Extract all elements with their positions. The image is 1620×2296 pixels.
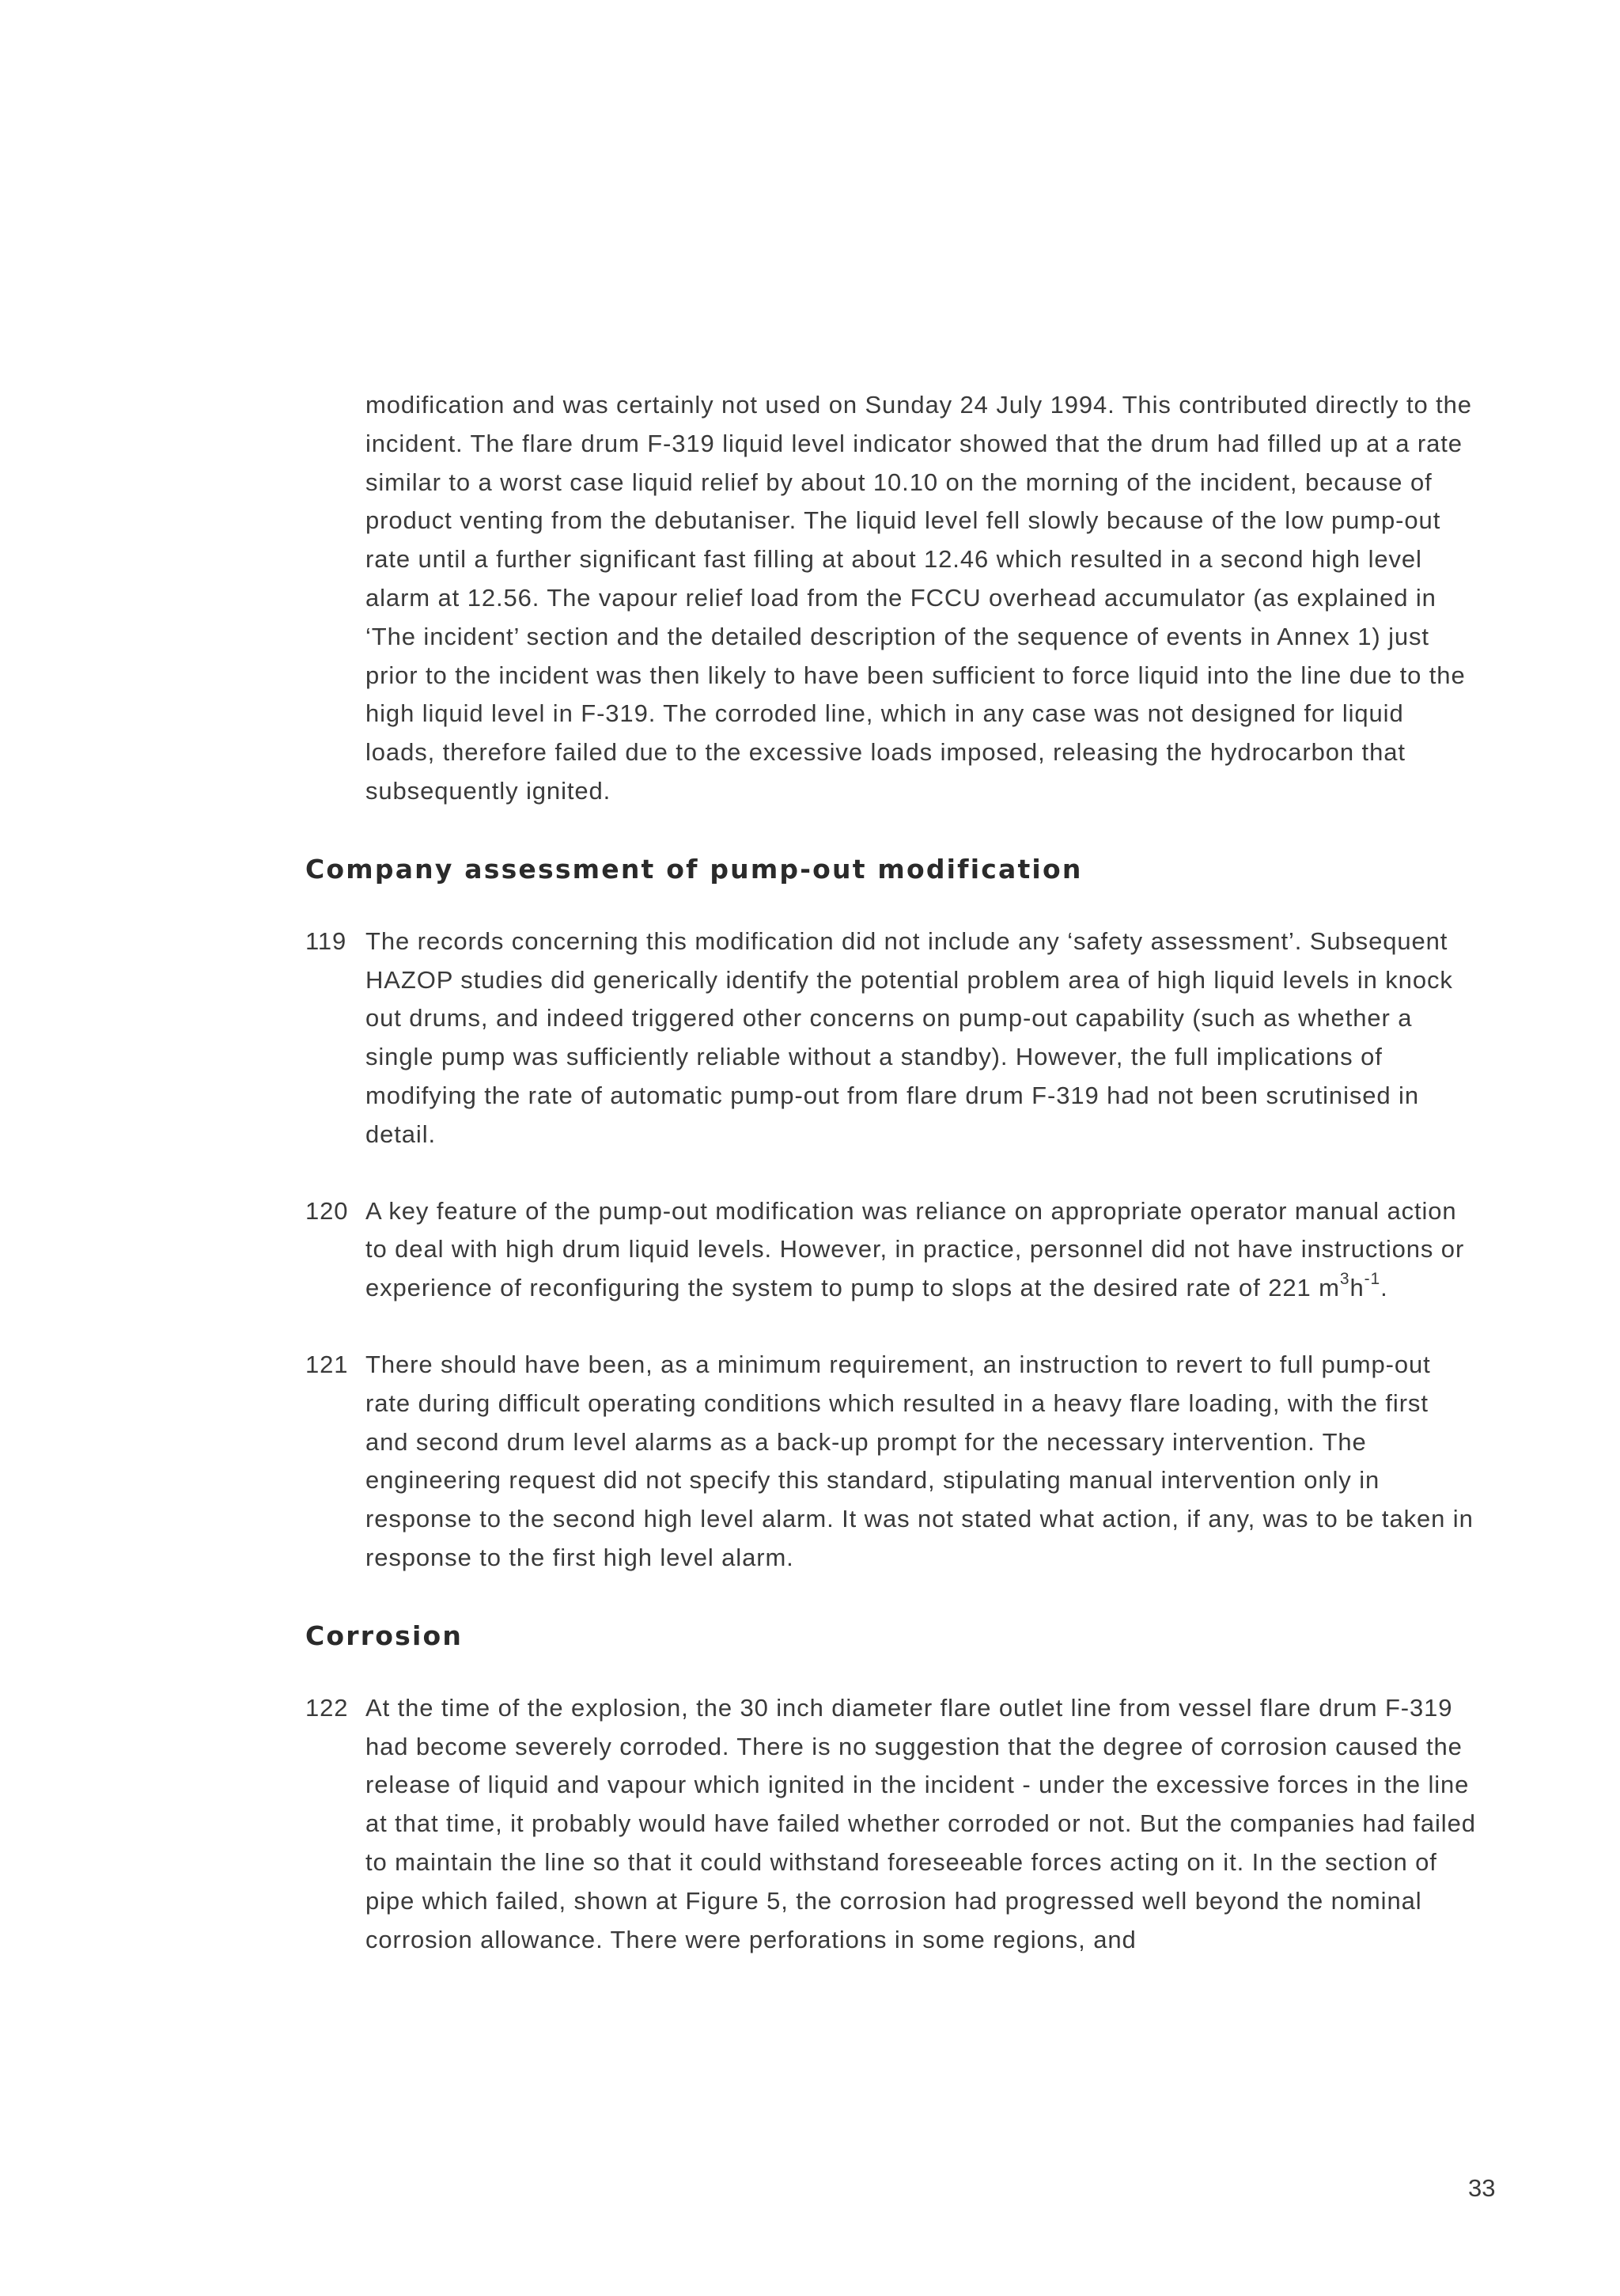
paragraph-121 bbox=[305, 1346, 1476, 1578]
page-number: 33 bbox=[1468, 2174, 1496, 2202]
paragraph-122 bbox=[305, 1689, 1476, 1960]
paragraph-120 bbox=[305, 1192, 1476, 1308]
paragraph-119 bbox=[305, 923, 1476, 1154]
superscript: 3 bbox=[1339, 1269, 1350, 1288]
paragraph-text: There should have been, as a minimum requirement, an instruction to revert to full pump-out rate during difficult operating conditions which resulted in a heavy flare loading, with the first and second drum level alarms as a back-up prompt for the necessary intervention. The engineering request did not specify this standard, stipulating manual intervention only in response to the second high level alarm. It was not stated what action, if any, was to be taken in response to the first high level alarm. bbox=[365, 1350, 1474, 1571]
paragraph-number: 119 bbox=[305, 926, 347, 955]
section-heading-corrosion: Corrosion bbox=[305, 1620, 464, 1651]
paragraph-number: 120 bbox=[305, 1196, 349, 1225]
paragraph-end: . bbox=[1380, 1274, 1388, 1302]
page-body bbox=[305, 386, 1476, 1959]
paragraph-text: The records concerning this modification did not include any ‘safety assessment’. Subsequent HAZOP studies did generically identify the potential problem area of high liquid levels in knock out drums, and indeed triggered other concerns on pump-out capability (such as whether a single pump was sufficiently reliable without a standby). However, the full implications of modifying the rate of automatic pump-out from flare drum F-319 had not been scrutinised in detail. bbox=[365, 926, 1453, 1148]
unit-text: h bbox=[1349, 1274, 1365, 1302]
superscript: -1 bbox=[1364, 1269, 1381, 1288]
paragraph-number: 121 bbox=[305, 1350, 349, 1378]
paragraph-number: 122 bbox=[305, 1693, 349, 1722]
paragraph-text: At the time of the explosion, the 30 inch diameter flare outlet line from vessel flare drum F-319 had become severely corroded. There is no suggestion that the degree of corrosion caused the release of liquid and vapour which ignited in the incident - under the excessive forces in the line at that time, it probably would have failed whether corroded or not. But the companies had failed to maintain the line so that it could withstand foreseeable forces acting on it. In the section of pipe which failed, shown at Figure 5, the corrosion had progressed well beyond the nominal corrosion allowance. There were perforations in some regions, and bbox=[365, 1693, 1476, 1953]
continued-paragraph: modification and was certainly not used on Sunday 24 July 1994. This contributed directly to the incident. The flare drum F-319 liquid level indicator showed that the drum had filled up at a rate similar to a worst case liquid relief by about 10.10 on the morning of the incident, because of product venting from the debutaniser. The liquid level fell slowly because of the low pump-out rate until a further significant fast filling at about 12.46 which resulted in a second high level alarm at 12.56. The vapour relief load from the FCCU overhead accumulator (as explained in ‘The incident’ section and the detailed description of the sequence of events in Annex 1) just prior to the incident was then likely to have been sufficient to force liquid into the line due to the high liquid level in F-319. The corroded line, which in any case was not designed for liquid loads, therefore failed due to the excessive loads imposed, releasing the hydrocarbon that subsequently ignited. bbox=[365, 391, 1472, 805]
section-heading-pump-out-assessment: Company assessment of pump-out modification bbox=[305, 853, 1083, 885]
paragraph-text: A key feature of the pump-out modification was reliance on appropriate operator manual action to deal with high drum liquid levels. However, in practice, personnel did not have instructions or experience of reconfiguring the system to pump to slops at the desired rate of 221 m bbox=[365, 1196, 1465, 1302]
